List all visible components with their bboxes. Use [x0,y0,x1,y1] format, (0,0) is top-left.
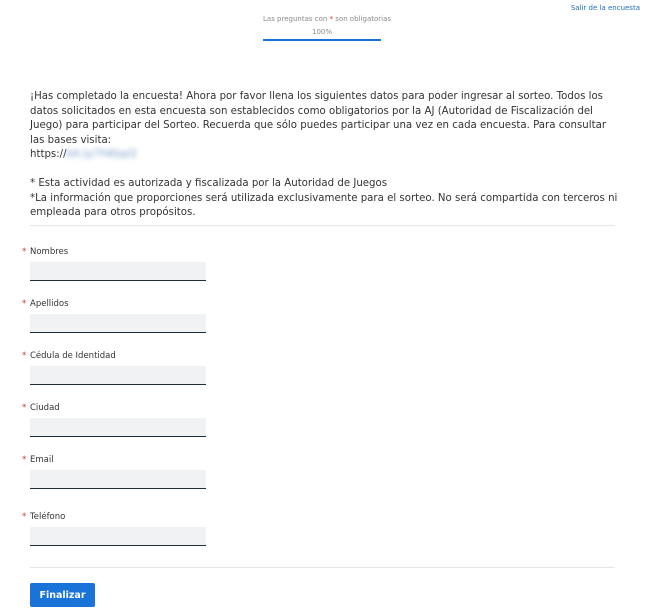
email-input[interactable] [30,470,206,489]
field-label [22,246,206,258]
progress-section [263,15,392,41]
field-label [22,454,206,466]
field-telefono [22,511,206,546]
field-label [22,402,206,414]
required-star-icon: * [22,351,27,361]
required-star-icon: * [22,512,27,522]
required-note [263,15,392,23]
privacy-note: *La información que proporciones será utilizada exclusivamente para el sorteo. No será compartida con terceros ni empleada para otros propósitos. [30,192,618,218]
required-star-icon: * [22,247,27,257]
intro-paragraph-text: ¡Has completado la encuesta! Ahora por favor llena los siguientes datos para poder ingresar al sorteo. Todos los datos solicitados en esta encuesta son establecidos como obligatorios por la AJ (Autoridad de Fiscalización del Juego) para participar del Sorteo. Recuerda que sólo puedes participar una vez en cada encuesta. Para consultar las bases visita: [30,91,607,146]
required-note-before: Las preguntas con [263,15,330,23]
progress-bar [263,39,381,41]
required-star-icon: * [22,455,27,465]
field-apellidos [22,298,206,333]
rules-url-blurred[interactable]: bit.ly/7hKbpl2 [66,149,138,160]
field-label-text: Teléfono [30,512,66,522]
field-label [22,350,206,362]
field-cedula [22,350,206,385]
progress-bar-fill [263,39,381,41]
cedula-input[interactable] [30,366,206,385]
progress-percentage: 100% [311,28,332,36]
required-star-icon: * [329,15,334,23]
field-label-text: Cédula de Identidad [30,351,116,361]
field-label-text: Apellidos [30,299,69,309]
exit-survey-link[interactable]: Salir de la encuesta [570,4,640,12]
intro-paragraph [30,90,622,163]
divider-bottom [30,567,615,568]
field-email [22,454,206,489]
authorization-note: * Esta actividad es autorizada y fiscalizada por la Autoridad de Juegos [30,178,388,189]
field-label [22,511,206,523]
field-ciudad [22,402,206,437]
field-nombres [22,246,206,281]
nombres-input[interactable] [30,262,206,281]
required-note-after: son obligatorias [333,15,392,23]
finalizar-button[interactable]: Finalizar [30,583,95,607]
required-star-icon: * [22,403,27,413]
rules-url-prefix: https:// [30,149,67,160]
divider-top [30,225,615,226]
field-label-text: Ciudad [30,403,60,413]
field-label-text: Nombres [30,247,69,257]
apellidos-input[interactable] [30,314,206,333]
required-star-icon: * [22,299,27,309]
field-label-text: Email [30,455,54,465]
telefono-input[interactable] [30,527,206,546]
field-label [22,298,206,310]
intro-text [30,90,622,221]
ciudad-input[interactable] [30,418,206,437]
